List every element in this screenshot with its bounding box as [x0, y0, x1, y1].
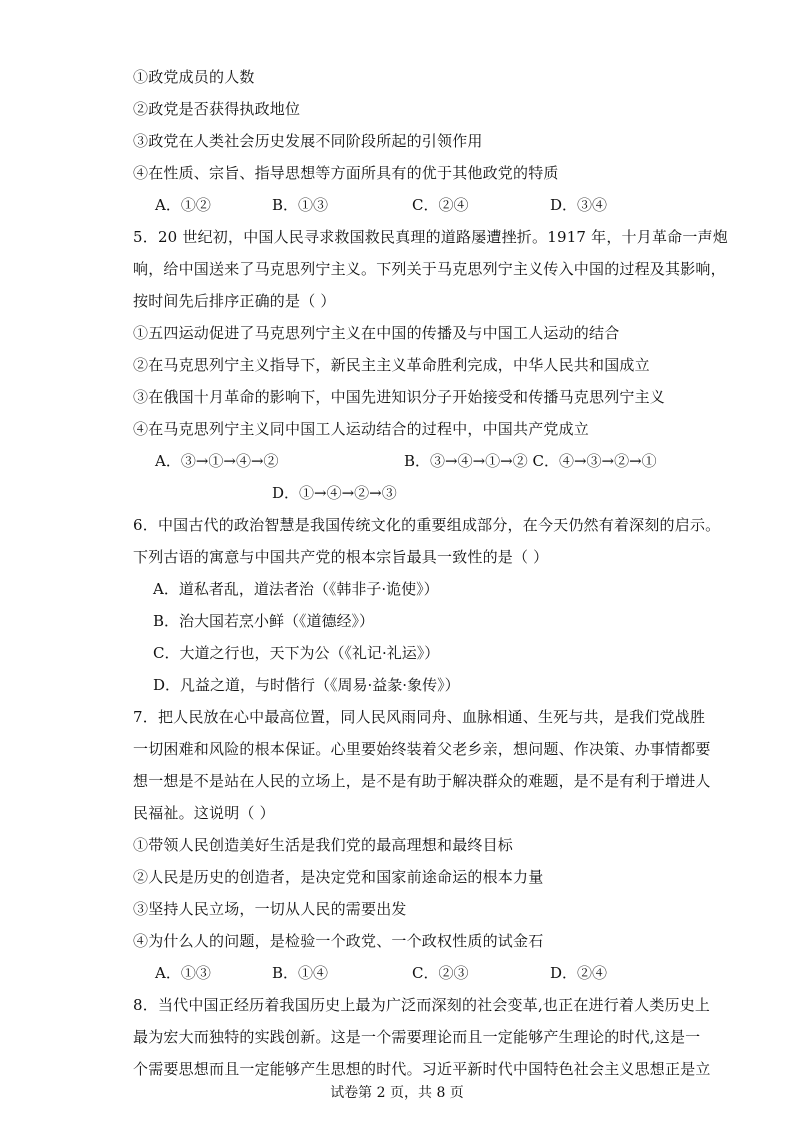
q6-stem-line-2: 下列古语的寓意与中国共产党的根本宗旨最具一致性的是（ ）: [133, 548, 549, 566]
q5-option-d: D．①→④→②→③: [272, 484, 397, 502]
q8-stem-line-3: 个需要思想而且一定能够产生思想的时代。习近平新时代中国特色社会主义思想正是立: [133, 1060, 711, 1078]
q4-item-2: ②政党是否获得执政地位: [133, 100, 301, 118]
q5-stem-line-1: 5．20 世纪初，中国人民寻求救国救民真理的道路屡遭挫折。1917 年，十月革命一声炮: [133, 228, 728, 246]
q6-option-d: D．凡益之道，与时偕行（《周易·益彖·象传》）: [153, 676, 460, 694]
q5-item-4: ④在马克思列宁主义同中国工人运动结合的过程中，中国共产党成立: [133, 420, 590, 438]
q4-option-b: B．①③: [272, 196, 329, 214]
q7-option-a: A．①③: [155, 964, 211, 982]
q7-item-4: ④为什么人的问题，是检验一个政党、一个政权性质的试金石: [133, 932, 544, 950]
q7-stem-line-3: 想一想是不是站在人民的立场上，是不是有助于解决群众的难题，是不是有利于增进人: [133, 772, 711, 790]
q5-item-3: ③在俄国十月革命的影响下，中国先进知识分子开始接受和传播马克思列宁主义: [133, 388, 666, 406]
q4-item-1: ①政党成员的人数: [133, 68, 255, 86]
q4-option-c: C．②④: [412, 196, 469, 214]
q7-option-d: D．②④: [550, 964, 608, 982]
q4-option-a: A．①②: [155, 196, 211, 214]
q4-item-3: ③政党在人类社会历史发展不同阶段所起的引领作用: [133, 132, 483, 150]
q7-option-c: C．②③: [412, 964, 469, 982]
q6-stem-line-1: 6．中国古代的政治智慧是我国传统文化的重要组成部分，在今天仍然有着深刻的启示。: [133, 516, 721, 534]
q7-item-1: ①带领人民创造美好生活是我们党的最高理想和最终目标: [133, 836, 514, 854]
q6-option-c: C．大道之行也，天下为公（《礼记·礼运》）: [153, 644, 440, 662]
q5-option-a: A．③→①→④→②: [155, 452, 279, 470]
q7-option-b: B．①④: [272, 964, 329, 982]
q7-stem-line-4: 民福祉。这说明（ ）: [133, 804, 275, 822]
page-footer: 试卷第 2 页，共 8 页: [330, 1085, 464, 1101]
q4-option-d: D．③④: [550, 196, 608, 214]
q5-item-1: ①五四运动促进了马克思列宁主义在中国的传播及与中国工人运动的结合: [133, 324, 620, 342]
q4-item-4: ④在性质、宗旨、指导思想等方面所具有的优于其他政党的特质: [133, 164, 559, 182]
q5-stem-line-3: 按时间先后排序正确的是（ ）: [133, 292, 336, 310]
q8-stem-line-1: 8．当代中国正经历着我国历史上最为广泛而深刻的社会变革,也正在进行着人类历史上: [133, 996, 711, 1014]
q5-item-2: ②在马克思列宁主义指导下，新民主主义革命胜利完成，中华人民共和国成立: [133, 356, 650, 374]
q5-stem-line-2: 响，给中国送来了马克思列宁主义。下列关于马克思列宁主义传入中国的过程及其影响，: [133, 260, 726, 278]
q7-item-3: ③坚持人民立场，一切从人民的需要出发: [133, 900, 407, 918]
q7-stem-line-2: 一切困难和风险的根本保证。心里要始终装着父老乡亲，想问题、作决策、办事情都要: [133, 740, 711, 758]
q8-stem-line-2: 最为宏大而独特的实践创新。这是一个需要理论而且一定能够产生理论的时代,这是一: [133, 1028, 701, 1046]
q6-option-b: B．治大国若烹小鲜（《道德经》）: [153, 612, 375, 630]
q6-option-a: A．道私者乱，道法者治（《韩非子·诡使》）: [153, 580, 439, 598]
q5-option-bc: B．③→④→①→② C．④→③→②→①: [404, 452, 657, 470]
q7-stem-line-1: 7．把人民放在心中最高位置，同人民风雨同舟、血脉相通、生死与共，是我们党战胜: [133, 708, 706, 726]
q7-item-2: ②人民是历史的创造者，是决定党和国家前途命运的根本力量: [133, 868, 544, 886]
